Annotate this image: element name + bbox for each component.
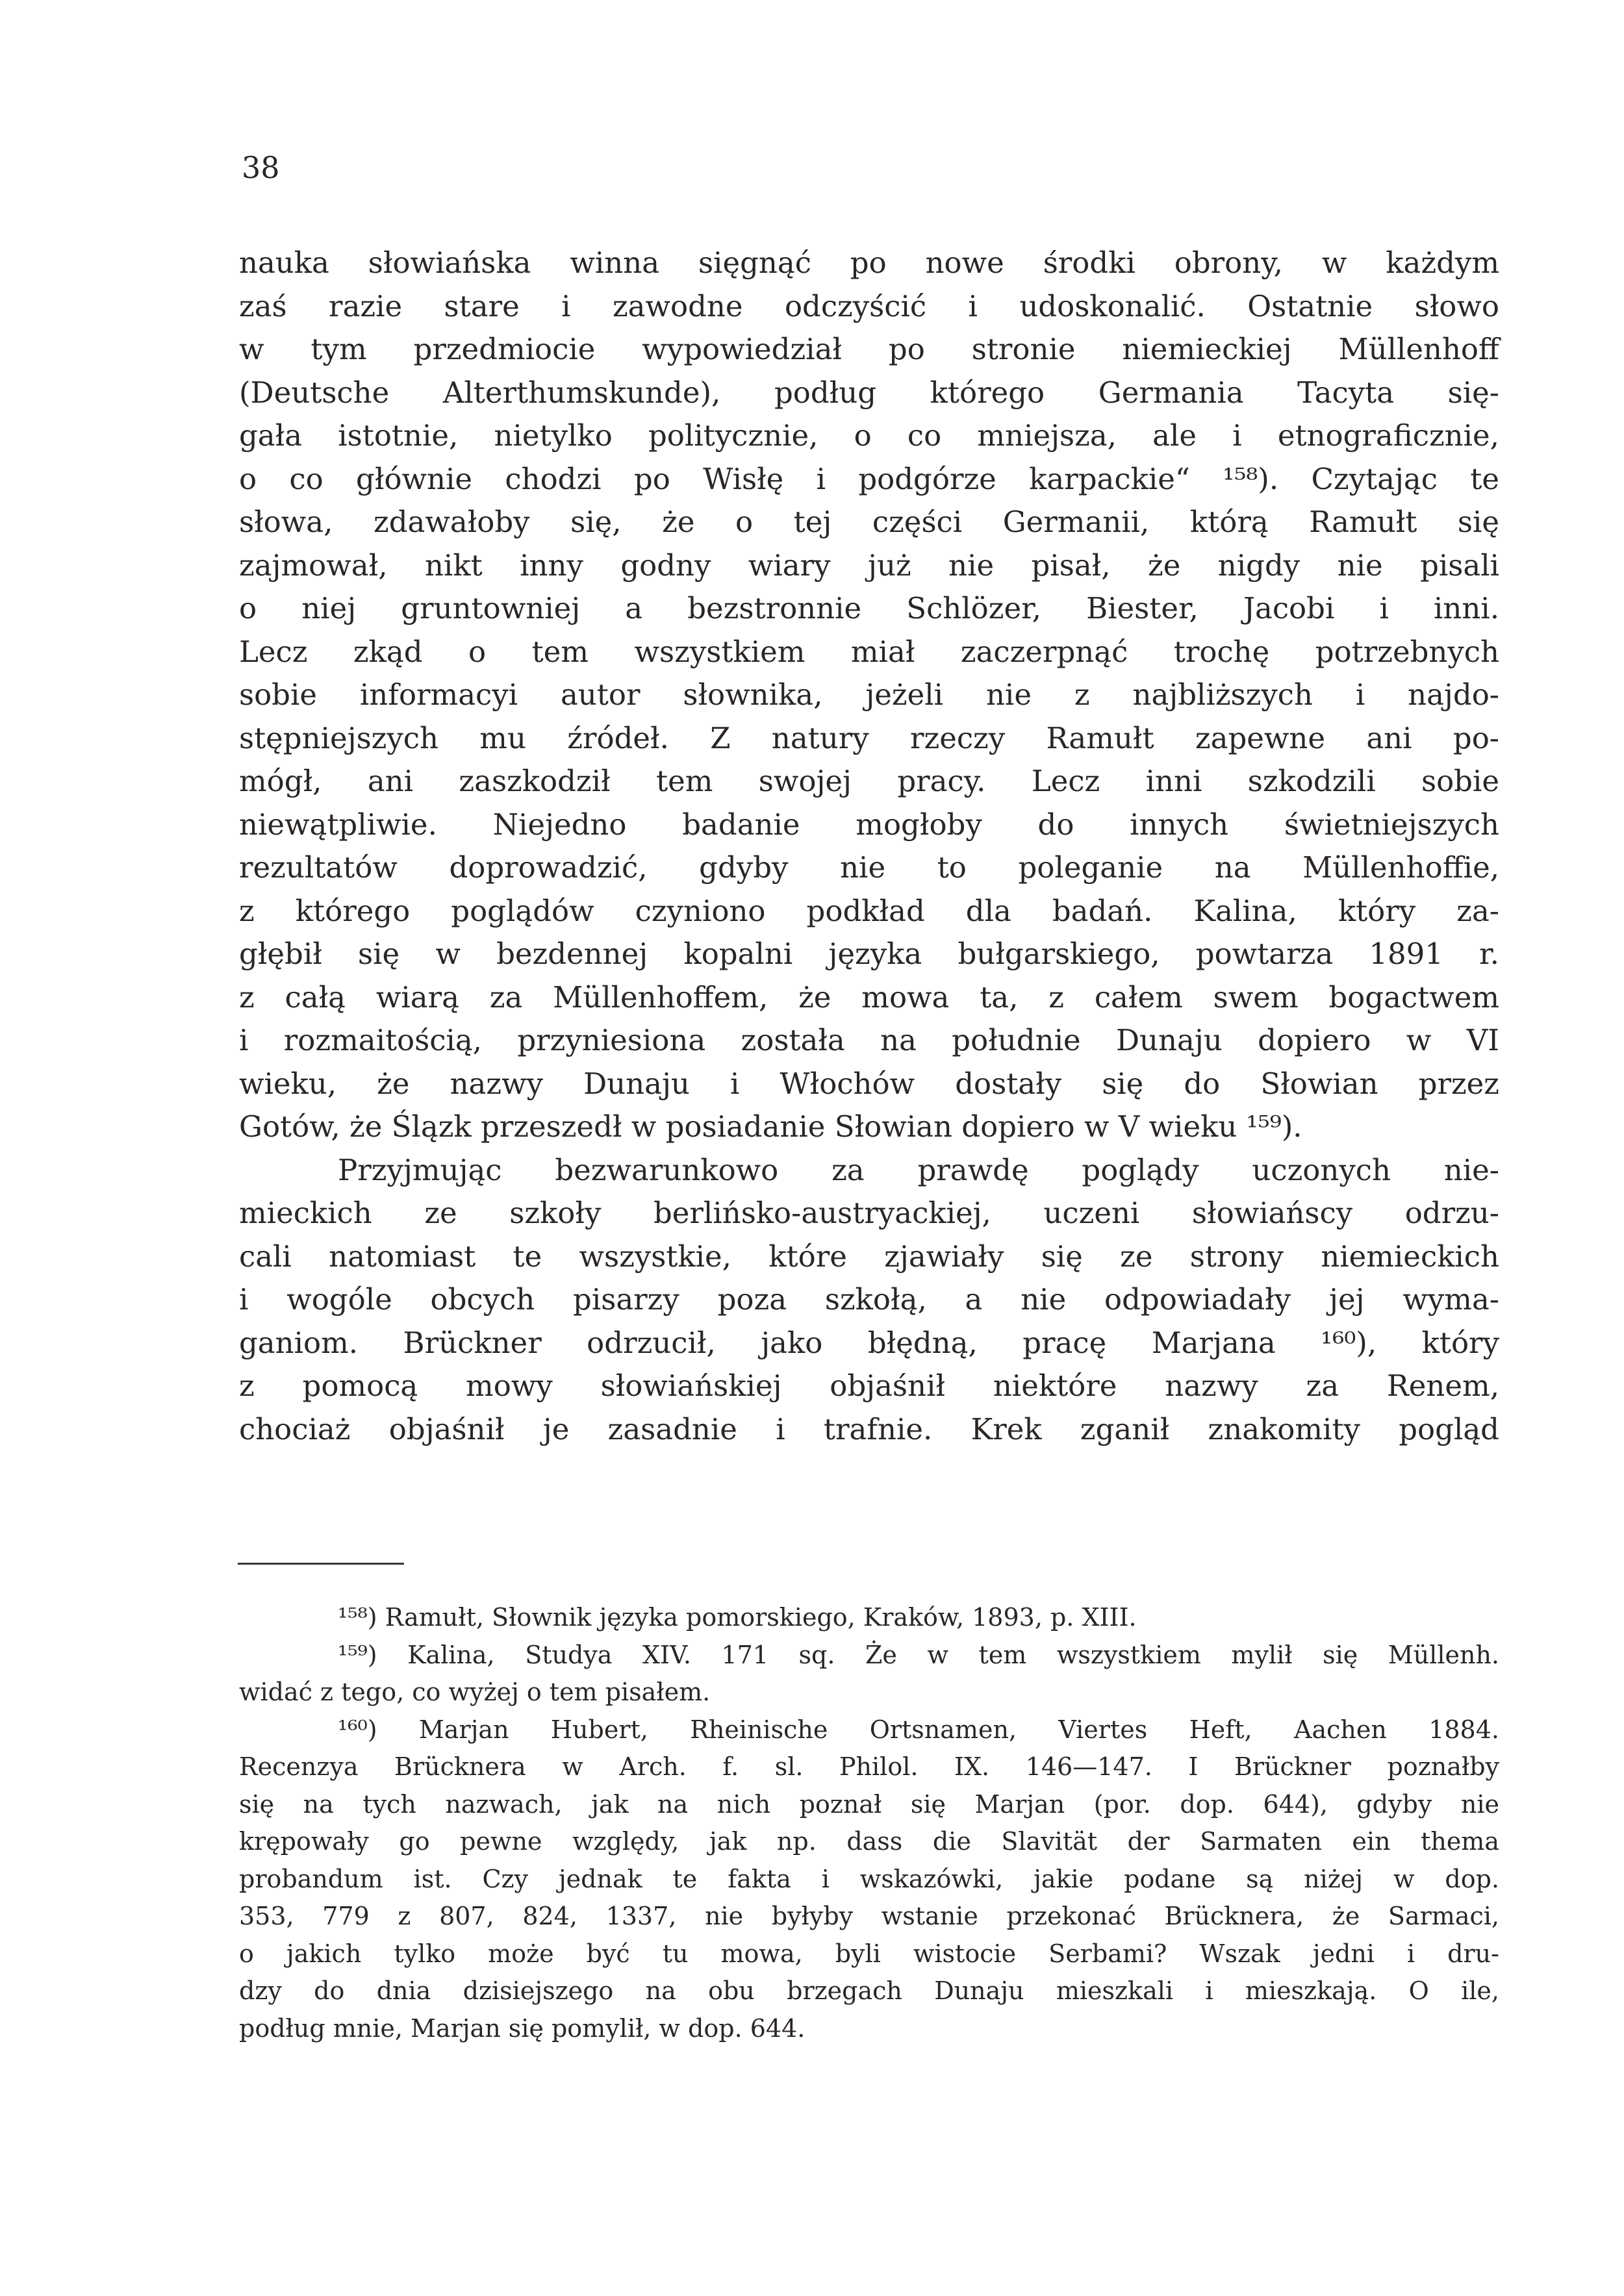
footnote-line: probandum ist. Czy jednak te fakta i wskazówki, jakie podane są niżej w dop. — [239, 1864, 1499, 1893]
text-line: stępniejszych mu źródeł. Z natury rzeczy Ramułt zapewne ani po- — [239, 720, 1499, 755]
text-line: (Deutsche Alterthumskunde), podług którego Germania Tacyta się- — [239, 375, 1499, 410]
footnote-line: dzy do dnia dzisiejszego na obu brzegach Dunaju mieszkali i mieszkają. O ile, — [239, 1976, 1499, 2005]
paragraph-start-line: Przyjmując bezwarunkowo za prawdę poglądy uczonych nie- — [338, 1152, 1499, 1187]
text-line: z którego poglądów czyniono podkład dla badań. Kalina, który za- — [239, 893, 1499, 928]
footnote-159: ¹⁵⁹) Kalina, Studya XIV. 171 sq. Że w tem wszystkiem mylił się Müllenh. — [338, 1640, 1499, 1669]
text-line: rezultatów doprowadzić, gdyby nie to poleganie na Müllenhoffie, — [239, 850, 1499, 885]
main-text-block — [239, 242, 1499, 1451]
footnote-line: podług mnie, Marjan się pomylił, w dop. 644. — [239, 2013, 806, 2043]
text-line: w tym przedmiocie wypowiedział po stronie niemieckiej Müllenhoff — [239, 332, 1499, 366]
text-line: o co głównie chodzi po Wisłę i podgórze karpackie“ ¹⁵⁸). Czytając te — [239, 461, 1499, 496]
text-line: Gotów, że Ślązk przeszedł w posiadanie Słowian dopiero w V wieku ¹⁵⁹). — [239, 1109, 1302, 1144]
page-number: 38 — [242, 150, 280, 185]
text-line: chociaż objaśnił je zasadnie i trafnie. Krek zganił znakomity pogląd — [239, 1411, 1499, 1446]
footnotes-block — [239, 1599, 1499, 2047]
text-line: wieku, że nazwy Dunaju i Włochów dostały się do Słowian przez — [239, 1066, 1499, 1101]
text-line: cali natomiast te wszystkie, które zjawiały się ze strony niemieckich — [239, 1239, 1499, 1274]
text-line: i rozmaitością, przyniesiona została na południe Dunaju dopiero w VI — [239, 1023, 1499, 1057]
text-line: nauka słowiańska winna sięgnąć po nowe środki obrony, w każdym — [239, 246, 1499, 280]
text-line: zajmował, nikt inny godny wiary już nie pisał, że nigdy nie pisali — [239, 548, 1499, 583]
footnote-160: ¹⁶⁰) Marjan Hubert, Rheinische Ortsnamen, Viertes Heft, Aachen 1884. — [338, 1715, 1499, 1744]
text-line: z pomocą mowy słowiańskiej objaśnił niektóre nazwy za Renem, — [239, 1369, 1499, 1403]
footnote-line: widać z tego, co wyżej o tem pisałem. — [239, 1678, 711, 1706]
footnote-line: o jakich tylko może być tu mowa, byli wistocie Serbami? Wszak jedni i dru- — [239, 1939, 1499, 1968]
footnote-line: krępowały go pewne względy, jak np. dass die Slavität der Sarmaten ein thema — [239, 1827, 1499, 1856]
text-line: zaś razie stare i zawodne odczyścić i udoskonalić. Ostatnie słowo — [239, 288, 1499, 323]
text-line: i wogóle obcych pisarzy poza szkołą, a nie odpowiadały jej wyma- — [239, 1282, 1499, 1317]
text-line: mógł, ani zaszkodził tem swojej pracy. Lecz inni szkodzili sobie — [239, 764, 1499, 798]
text-line: głębił się w bezdennej kopalni języka bułgarskiego, powtarza 1891 r. — [239, 937, 1499, 971]
footnote-separator — [238, 1563, 404, 1565]
text-line: gała istotnie, nietylko politycznie, o co mniejsza, ale i etnograficznie, — [239, 418, 1499, 453]
text-line: z całą wiarą za Müllenhoffem, że mowa ta, z całem swem bogactwem — [239, 979, 1499, 1015]
text-line: Lecz zkąd o tem wszystkiem miał zaczerpnąć trochę potrzebnych — [239, 634, 1499, 669]
text-line: niewątpliwie. Niejedno badanie mogłoby do innych świetniejszych — [239, 807, 1499, 842]
text-line: mieckich ze szkoły berlińsko-austryackiej, uczeni słowiańscy odrzu- — [239, 1196, 1499, 1230]
footnote-line: się na tych nazwach, jak na nich poznał się Marjan (por. dop. 644), gdyby nie — [239, 1789, 1499, 1819]
text-line: ganiom. Brückner odrzucił, jako błędną, pracę Marjana ¹⁶⁰), który — [239, 1325, 1499, 1360]
footnote-158: ¹⁵⁸) Ramułt, Słownik języka pomorskiego, Kraków, 1893, p. XIII. — [338, 1603, 1137, 1632]
text-line: o niej gruntowniej a bezstronnie Schlözer, Biester, Jacobi i inni. — [239, 591, 1499, 625]
text-line: sobie informacyi autor słownika, jeżeli nie z najbliższych i najdo- — [239, 677, 1499, 712]
text-line: słowa, zdawałoby się, że o tej części Germanii, którą Ramułt się — [239, 505, 1499, 539]
footnote-line: Recenzya Brücknera w Arch. f. sl. Philol. IX. 146—147. I Brückner poznałby — [239, 1752, 1499, 1781]
footnote-line: 353, 779 z 807, 824, 1337, nie byłyby wstanie przekonać Brücknera, że Sarmaci, — [239, 1902, 1499, 1930]
